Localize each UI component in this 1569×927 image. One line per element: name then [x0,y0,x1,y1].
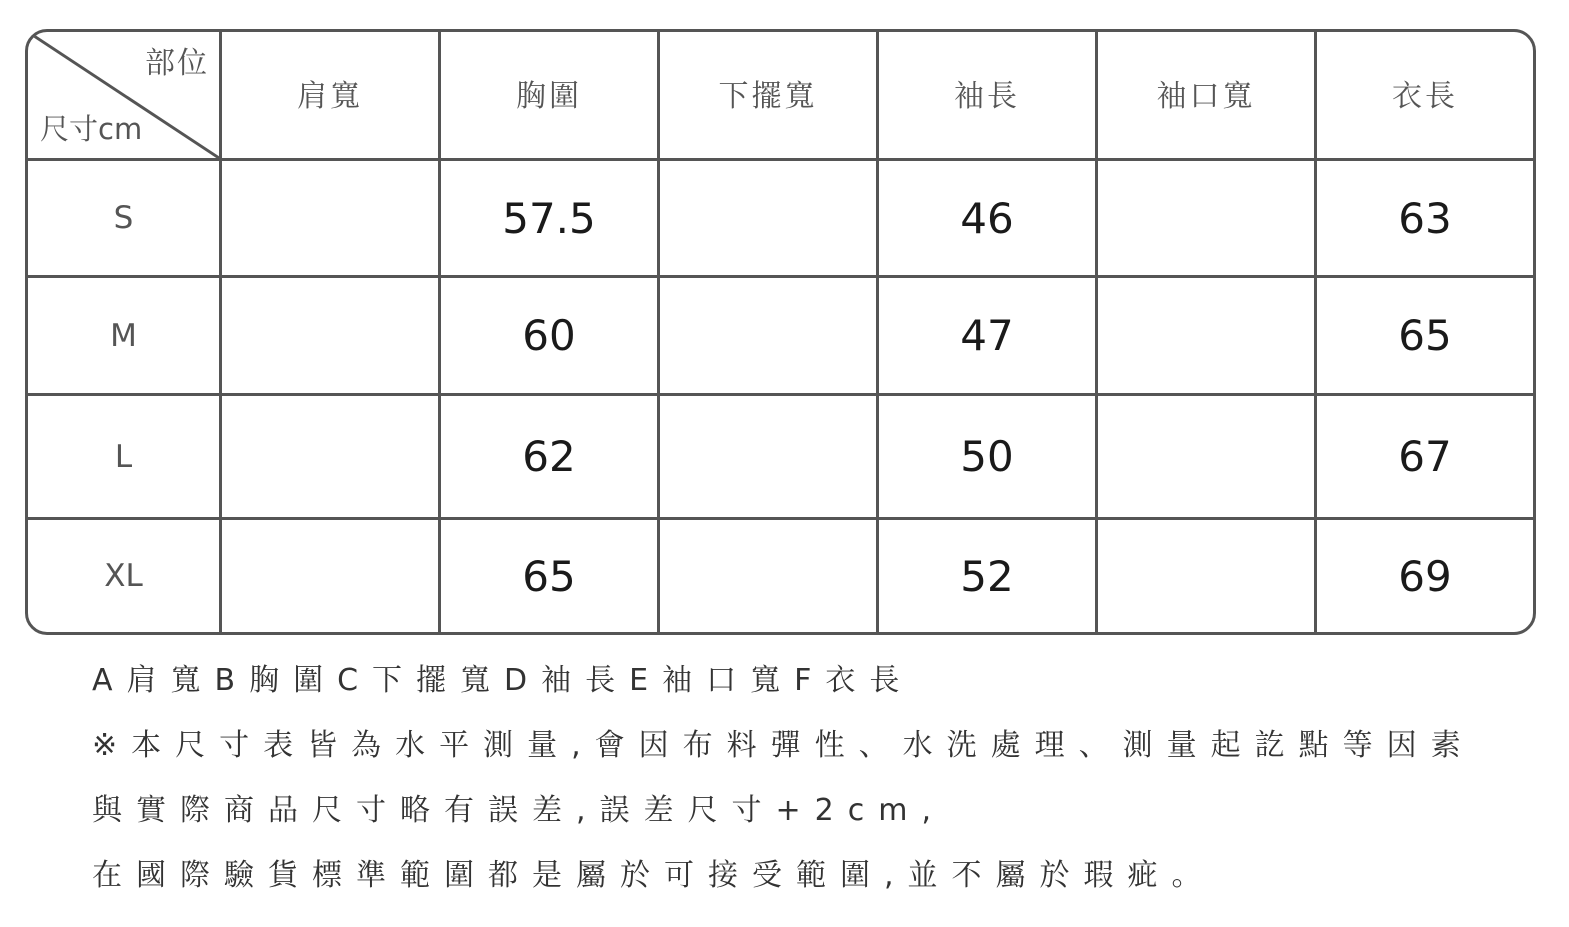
corner-label-part: 部位 [145,46,209,81]
table-cell [1098,161,1317,278]
table-cell [660,161,879,278]
table-cell [660,396,879,520]
table-cell: 46 [879,161,1098,278]
measurement-legend: A肩寬B胸圍C下擺寬D袖長E袖口寬F衣長 [92,663,914,698]
column-header-body-length: 衣長 [1317,32,1533,161]
corner-header-cell [28,32,222,161]
disclaimer-line-1: ※本尺寸表皆為水平測量,會因布料彈性、水洗處理、測量起訖點等因素 [92,728,1475,763]
table-cell [222,520,441,632]
table-cell: 69 [1398,551,1452,601]
table-cell: 62 [441,396,660,520]
size-label-s: S [28,161,222,278]
table-cell: 50 [879,396,1098,520]
table-cell: 65 [1317,278,1533,396]
table-cell: 65 [441,520,660,632]
table-cell [222,161,441,278]
table-cell [660,278,879,396]
table-cell [222,278,441,396]
table-cell: 63 [1317,161,1533,278]
table-cell [660,520,879,632]
column-header-hem: 下擺寬 [660,32,879,161]
size-notes [92,660,1532,920]
corner-label-size-unit: 尺寸cm [40,112,143,146]
size-label-l: L [28,396,222,520]
table-cell [1098,520,1317,632]
table-cell [1098,278,1317,396]
table-cell [222,396,441,520]
table-cell: 52 [879,520,1098,632]
size-label-m: M [28,278,222,396]
column-header-cuff-width: 袖口寬 [1098,32,1317,161]
column-header-chest: 胸圍 [441,32,660,161]
table-cell: 67 [1317,396,1533,520]
size-table [25,29,1536,635]
column-header-sleeve-length: 袖長 [879,32,1098,161]
size-label-xl: XL [28,520,222,632]
table-cell: 60 [441,278,660,396]
column-header-shoulder: 肩寬 [222,32,441,161]
disclaimer-line-2: 與實際商品尺寸略有誤差,誤差尺寸+2cm, [92,793,946,828]
table-cell [1098,396,1317,520]
disclaimer-line-3: 在國際驗貨標準範圍都是屬於可接受範圍,並不屬於瑕疵。 [92,858,1216,893]
table-cell: 57.5 [441,161,660,278]
table-cell: 47 [879,278,1098,396]
